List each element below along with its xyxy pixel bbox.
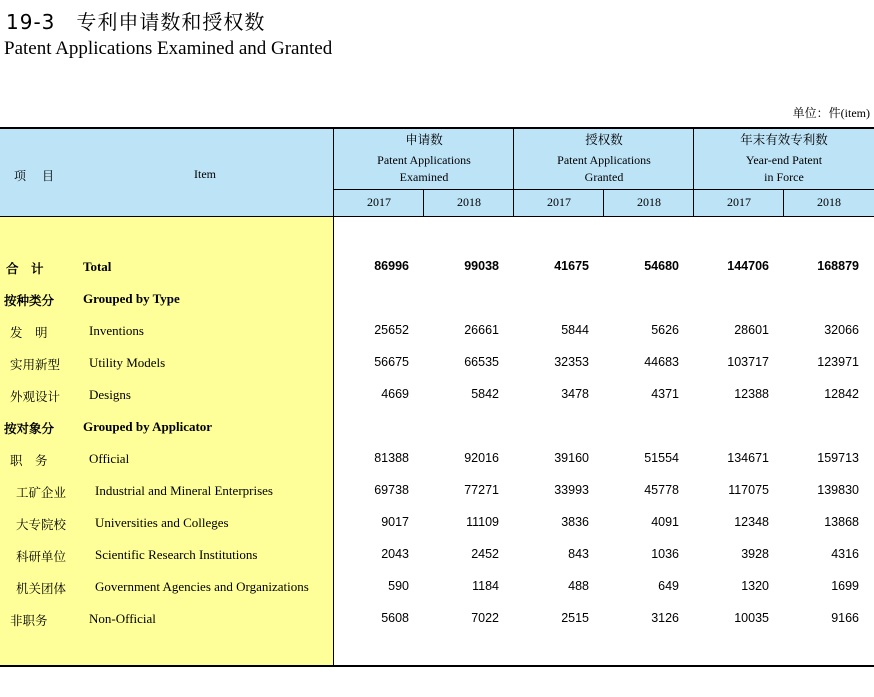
row-label-cn: 发 明 <box>10 325 48 340</box>
cell-value: 488 <box>568 579 589 593</box>
cell-value: 25652 <box>374 323 409 337</box>
group-label-cn: 授权数 <box>585 132 623 147</box>
cell-value: 103717 <box>727 355 769 369</box>
cell-value: 4371 <box>651 387 679 401</box>
unit-label-en: (item) <box>840 106 870 120</box>
table-row-group-type <box>0 291 874 311</box>
row-label-en: Utility Models <box>89 355 166 370</box>
cell-value: 12842 <box>824 387 859 401</box>
page-title-chinese: 19-3 专利申请数和授权数 <box>6 10 266 34</box>
cell-value: 5842 <box>471 387 499 401</box>
header-group-applications <box>334 132 514 185</box>
year-header: 2017 <box>547 195 571 209</box>
row-label-cn: 外观设计 <box>10 389 61 404</box>
cell-value: 10035 <box>734 611 769 625</box>
row-label-en: Grouped by Type <box>83 291 180 306</box>
table-row <box>0 579 874 599</box>
page-title-english: Patent Applications Examined and Granted <box>4 38 333 59</box>
row-label-cn: 非职务 <box>10 613 48 628</box>
cell-value: 1036 <box>651 547 679 561</box>
row-label-en: Universities and Colleges <box>95 515 229 530</box>
row-label-en: Inventions <box>89 323 144 338</box>
row-label-en: Grouped by Applicator <box>83 419 213 434</box>
cell-value: 9166 <box>831 611 859 625</box>
cell-value: 117075 <box>728 483 769 497</box>
cell-value: 3836 <box>561 515 589 529</box>
cell-value: 649 <box>658 579 679 593</box>
row-label-cn: 按对象分 <box>4 421 55 436</box>
row-label-cn: 合 计 <box>6 261 44 276</box>
cell-value: 1320 <box>741 579 769 593</box>
cell-value: 12388 <box>734 387 769 401</box>
cell-value: 39160 <box>554 451 589 465</box>
row-label-cn: 大专院校 <box>16 517 67 532</box>
row-label-en: Designs <box>89 387 131 402</box>
year-header: 2017 <box>727 195 751 209</box>
table-row-group-applicator <box>0 419 874 439</box>
cell-value: 4669 <box>381 387 409 401</box>
table-row <box>0 323 874 343</box>
table-row-total <box>0 259 874 279</box>
cell-value: 13868 <box>824 515 859 529</box>
cell-value: 843 <box>568 547 589 561</box>
header-item-cn: 项 目 <box>14 169 57 183</box>
table-row <box>0 355 874 375</box>
cell-value: 5844 <box>561 323 589 337</box>
cell-value: 2043 <box>381 547 409 561</box>
row-label-cn: 职 务 <box>10 453 48 468</box>
cell-value: 54680 <box>644 259 679 273</box>
header-item-en: Item <box>194 167 216 181</box>
group-label-cn: 年末有效专利数 <box>740 132 828 147</box>
cell-value: 45778 <box>644 483 679 497</box>
year-header: 2017 <box>367 195 391 209</box>
table-row <box>0 387 874 407</box>
cell-value: 66535 <box>464 355 499 369</box>
cell-value: 168879 <box>817 259 859 273</box>
row-label-en: Non-Official <box>89 611 156 626</box>
row-label-cn: 实用新型 <box>10 357 61 372</box>
cell-value: 69738 <box>374 483 409 497</box>
cell-value: 92016 <box>464 451 499 465</box>
table-row <box>0 611 874 631</box>
row-label-en: Scientific Research Institutions <box>95 547 258 562</box>
group-label-en: Patent Applications <box>377 153 471 167</box>
cell-value: 26661 <box>464 323 499 337</box>
cell-value: 33993 <box>554 483 589 497</box>
cell-value: 56675 <box>374 355 409 369</box>
cell-value: 28601 <box>734 323 769 337</box>
cell-value: 86996 <box>374 259 409 273</box>
row-label-en: Government Agencies and Organizations <box>95 579 309 594</box>
year-header: 2018 <box>457 195 481 209</box>
cell-value: 1184 <box>472 579 499 593</box>
cell-value: 3126 <box>651 611 679 625</box>
cell-value: 3478 <box>561 387 589 401</box>
header-group-in-force <box>694 132 874 185</box>
cell-value: 134671 <box>727 451 769 465</box>
unit-label <box>793 104 870 121</box>
cell-value: 81388 <box>374 451 409 465</box>
cell-value: 12348 <box>734 515 769 529</box>
group-label-cn: 申请数 <box>405 132 443 147</box>
table-body <box>0 217 874 667</box>
group-label-en: Examined <box>399 170 449 184</box>
group-label-en: Year-end Patent <box>745 153 823 167</box>
row-label-cn: 科研单位 <box>16 549 67 564</box>
table-row <box>0 547 874 567</box>
cell-value: 5608 <box>381 611 409 625</box>
cell-value: 9017 <box>381 515 409 529</box>
row-label-en: Official <box>89 451 130 466</box>
cell-value: 2452 <box>471 547 499 561</box>
table-row <box>0 451 874 471</box>
cell-value: 590 <box>388 579 409 593</box>
year-header: 2018 <box>817 195 841 209</box>
cell-value: 1699 <box>831 579 859 593</box>
unit-label-cn: 单位：件 <box>792 106 841 120</box>
group-label-en: in Force <box>764 170 804 184</box>
cell-value: 41675 <box>554 259 589 273</box>
row-label-cn: 机关团体 <box>16 581 67 596</box>
cell-value: 4316 <box>831 547 859 561</box>
header-group-granted <box>514 132 694 185</box>
cell-value: 139830 <box>817 483 859 497</box>
row-label-cn: 按种类分 <box>4 293 55 308</box>
data-table <box>0 127 874 667</box>
cell-value: 5626 <box>651 323 679 337</box>
cell-value: 123971 <box>817 355 859 369</box>
cell-value: 99038 <box>464 259 499 273</box>
row-label-cn: 工矿企业 <box>16 485 67 500</box>
cell-value: 51554 <box>644 451 679 465</box>
cell-value: 77271 <box>464 483 499 497</box>
cell-value: 11109 <box>466 515 499 529</box>
year-header: 2018 <box>637 195 661 209</box>
table-row <box>0 515 874 535</box>
row-label-en: Total <box>83 259 112 274</box>
table-row <box>0 483 874 503</box>
cell-value: 44683 <box>644 355 679 369</box>
cell-value: 159713 <box>817 451 859 465</box>
cell-value: 2515 <box>561 611 589 625</box>
cell-value: 32066 <box>824 323 859 337</box>
cell-value: 7022 <box>471 611 499 625</box>
cell-value: 4091 <box>651 515 679 529</box>
cell-value: 144706 <box>727 259 769 273</box>
cell-value: 3928 <box>741 547 769 561</box>
group-label-en: Granted <box>584 170 624 184</box>
group-label-en: Patent Applications <box>557 153 651 167</box>
row-label-en: Industrial and Mineral Enterprises <box>95 483 273 498</box>
table-header <box>0 129 874 217</box>
cell-value: 32353 <box>554 355 589 369</box>
